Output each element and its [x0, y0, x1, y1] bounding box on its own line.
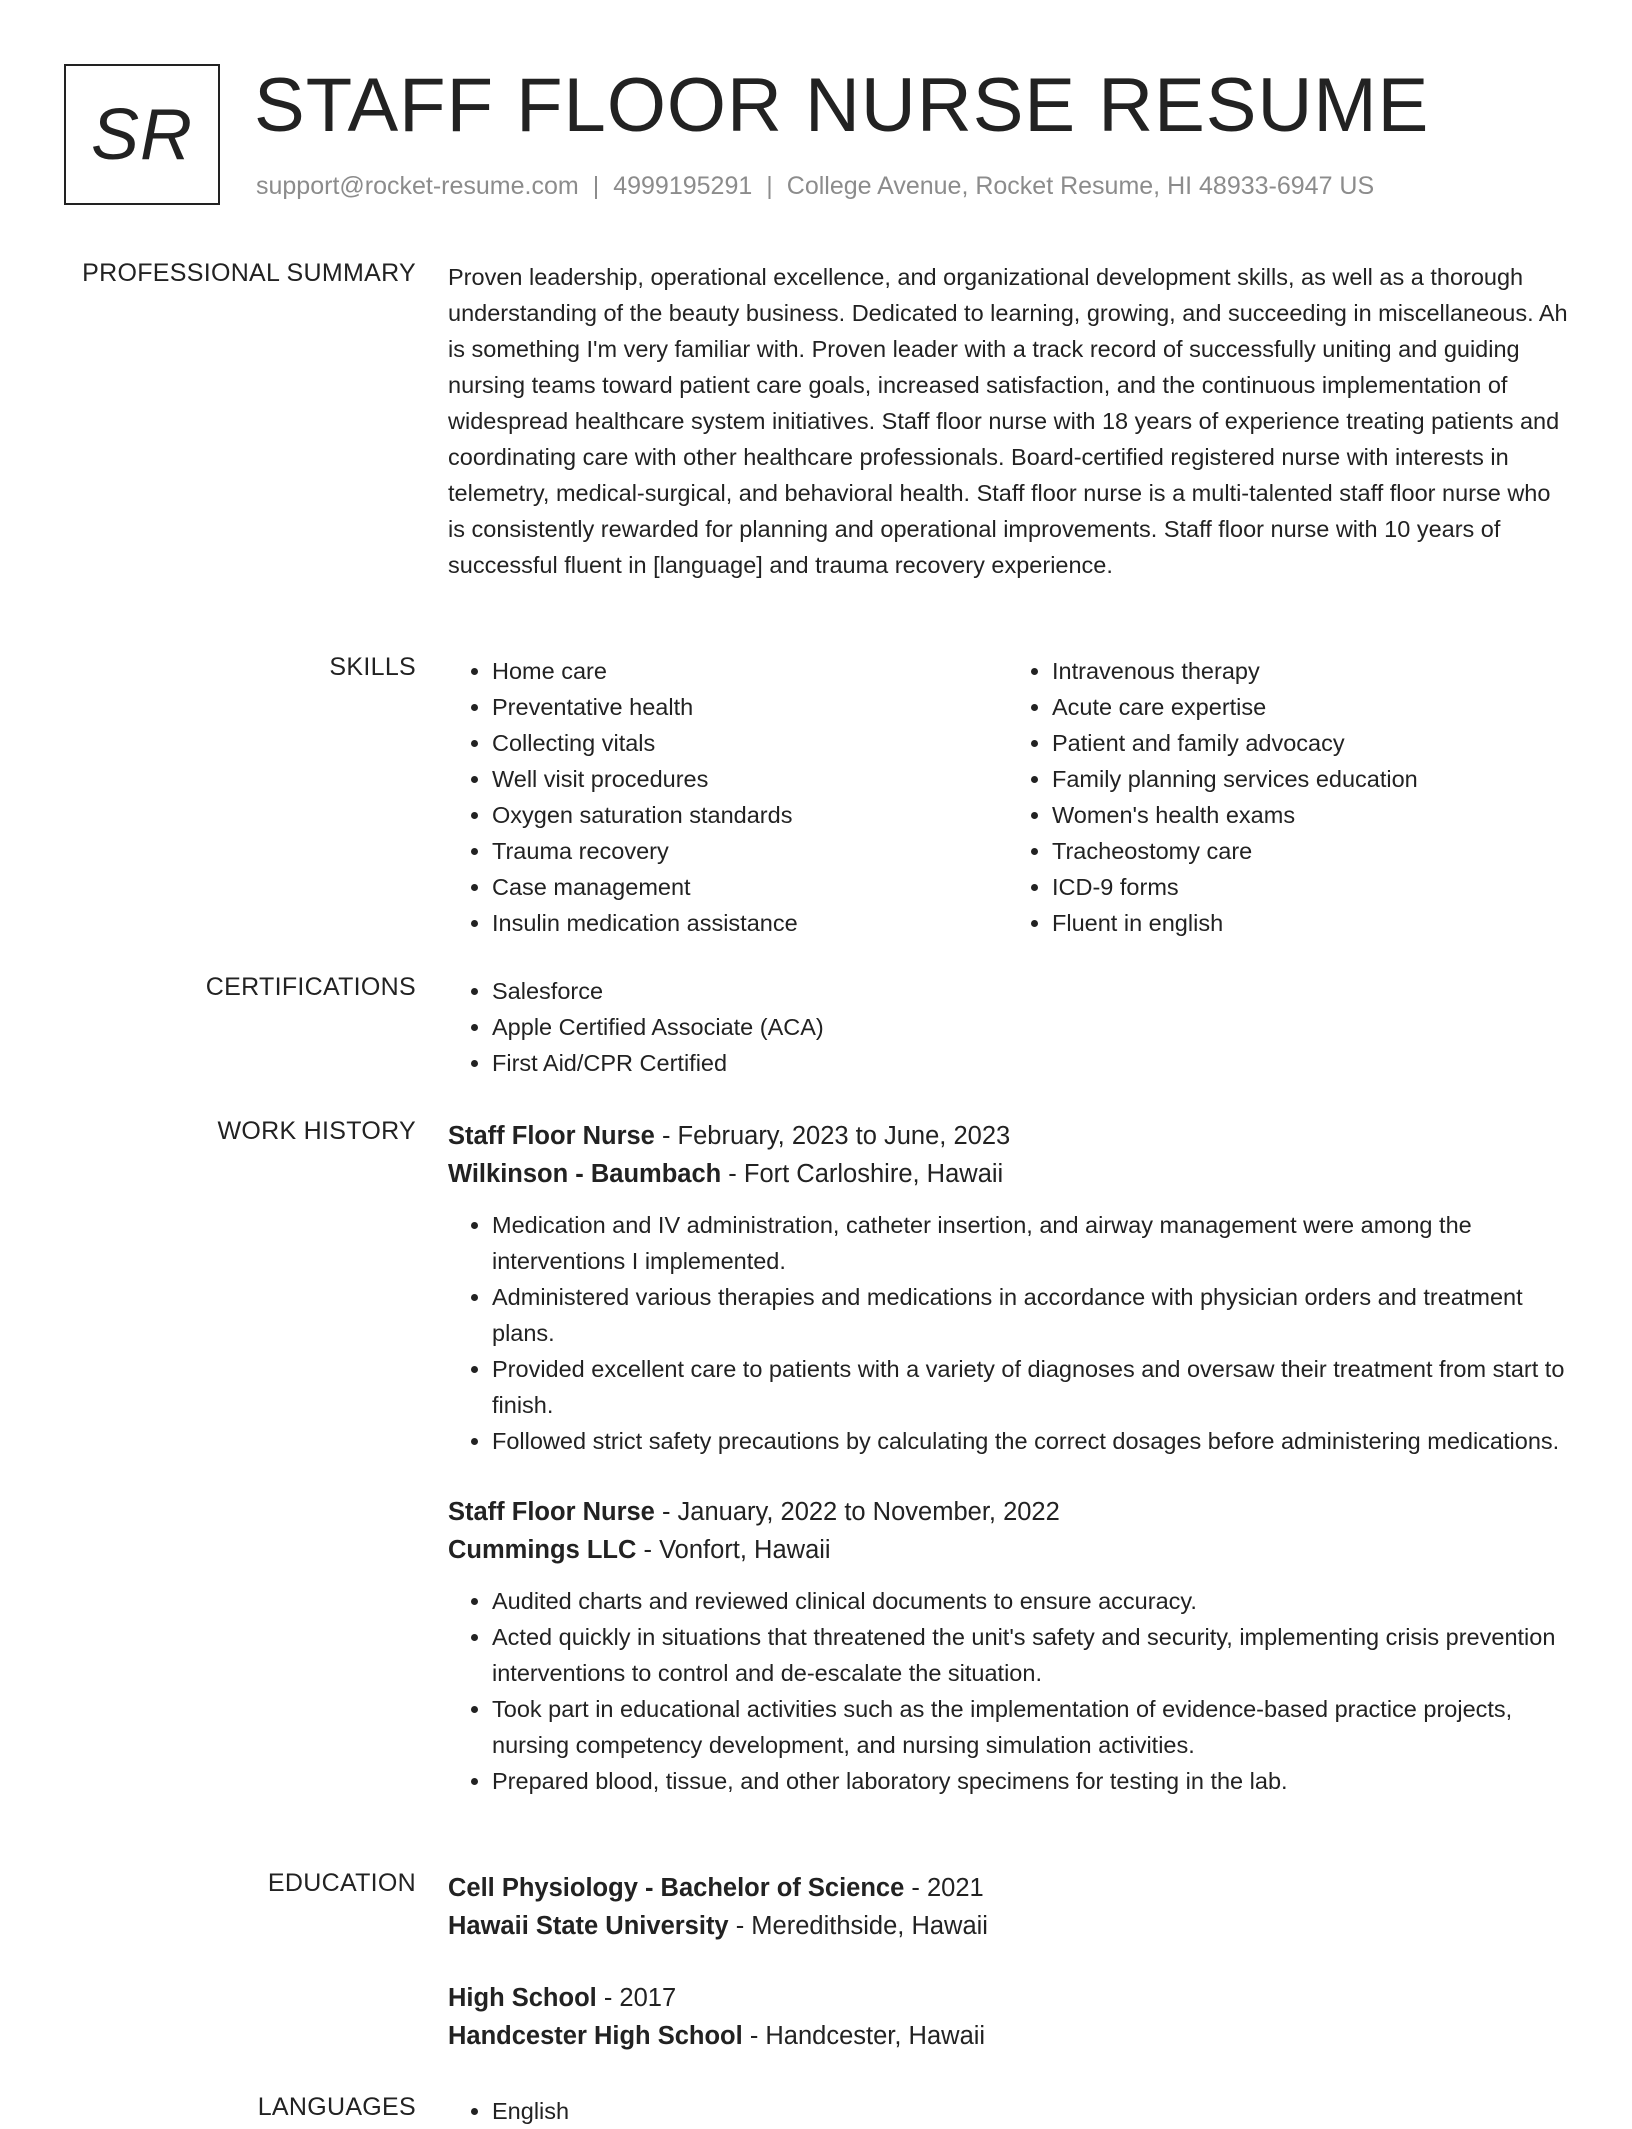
skill-item: • Trauma recovery — [492, 833, 1008, 869]
job-bullet: • Took part in educational activities such as the implementation of evidence-based practice projects, nursing competency development, and nursing simulation activities. — [492, 1691, 1568, 1763]
job-dates: - January, 2022 to November, 2022 — [654, 1498, 1060, 1526]
skill-item: • Women's health exams — [1052, 797, 1568, 833]
job-spacer — [448, 1459, 1568, 1493]
education-degree: High School — [448, 1984, 597, 2012]
job-bullet: • Audited charts and reviewed clinical documents to ensure accuracy. — [492, 1583, 1568, 1619]
job-bullets — [448, 1207, 1568, 1459]
education-location: - Meredithside, Hawaii — [728, 1912, 988, 1940]
job-location: - Vonfort, Hawaii — [636, 1536, 831, 1564]
education-year: - 2021 — [904, 1874, 984, 1902]
education-school-line — [448, 1907, 1568, 1945]
education-degree-line — [448, 1979, 1568, 2017]
language-item: • English — [492, 2093, 1568, 2129]
job-title-line — [448, 1493, 1568, 1531]
job-entry — [448, 1493, 1568, 1799]
job-bullet: • Medication and IV administration, catheter insertion, and airway management were among the interventions I implemented. — [492, 1207, 1568, 1279]
education-degree: Cell Physiology - Bachelor of Science — [448, 1874, 905, 1902]
job-bullet: • Followed strict safety precautions by calculating the correct dosages before administering medications. — [492, 1423, 1568, 1459]
section-label-education: EDUCATION — [267, 1869, 416, 1897]
certifications-content — [448, 973, 1568, 1081]
work-history-content — [448, 1117, 1568, 1799]
education-entry — [448, 1869, 1568, 1945]
skill-item: • Family planning services education — [1052, 761, 1568, 797]
contact-address: College Avenue, Rocket Resume, HI 48933-6947 US — [786, 172, 1375, 200]
education-degree-line — [448, 1869, 1568, 1907]
languages-list — [448, 2093, 1568, 2129]
job-dates: - February, 2023 to June, 2023 — [654, 1122, 1011, 1150]
education-entry — [448, 1979, 1568, 2055]
skill-item: • Home care — [492, 653, 1008, 689]
education-school: Hawaii State University — [448, 1912, 729, 1940]
job-title: Staff Floor Nurse — [448, 1122, 655, 1150]
job-entry — [448, 1117, 1568, 1459]
contact-phone[interactable]: 4999195291 — [613, 172, 753, 200]
skill-item: • Case management — [492, 869, 1008, 905]
certifications-list — [448, 973, 1568, 1081]
job-company-line — [448, 1531, 1568, 1569]
skill-item: • ICD-9 forms — [1052, 869, 1568, 905]
section-label-languages: LANGUAGES — [257, 2093, 416, 2121]
skill-item: • Well visit procedures — [492, 761, 1008, 797]
skill-item: • Intravenous therapy — [1052, 653, 1568, 689]
section-label-skills: SKILLS — [329, 653, 416, 681]
skill-item: • Tracheostomy care — [1052, 833, 1568, 869]
skill-item: • Insulin medication assistance — [492, 905, 1008, 941]
education-location: - Handcester, Hawaii — [742, 2022, 986, 2050]
job-company: Wilkinson - Baumbach — [448, 1160, 722, 1188]
contact-separator: | — [592, 172, 600, 200]
job-bullet: • Administered various therapies and medications in accordance with physician orders and treatment plans. — [492, 1279, 1568, 1351]
languages-content — [448, 2093, 1568, 2129]
job-company: Cummings LLC — [448, 1536, 637, 1564]
education-school: Handcester High School — [448, 2022, 743, 2050]
monogram-badge: SR — [64, 64, 220, 205]
job-title: Staff Floor Nurse — [448, 1498, 655, 1526]
section-label-certifications: CERTIFICATIONS — [205, 973, 416, 1001]
section-label-work-history: WORK HISTORY — [217, 1117, 416, 1145]
resume-title: STAFF FLOOR NURSE RESUME — [254, 63, 1430, 148]
certification-item: • Salesforce — [492, 973, 1568, 1009]
skill-item: • Collecting vitals — [492, 725, 1008, 761]
education-spacer — [448, 1945, 1568, 1979]
resume-header — [64, 64, 1564, 209]
contact-separator: | — [766, 172, 773, 200]
summary-text: Proven leadership, operational excellence, and organizational development skills, as well as a thorough understanding of the beauty business. Dedicated to learning, growing, and succeeding in miscellaneous. Ah is something I'm very familiar with. Proven leader with a track record of successfully uniting and guiding nursing teams toward patient care goals, increased satisfaction, and the continuous implementation of widespread healthcare system initiatives. Staff floor nurse with 18 years of experience treating patients and coordinating care with other healthcare professionals. Board-certified registered nurse with interests in telemetry, medical-surgical, and behavioral health. Staff floor nurse is a multi-talented staff floor nurse who is consistently rewarded for planning and operational improvements. Staff floor nurse with 10 years of successful fluent in [language] and trauma recovery experience. — [448, 264, 1568, 578]
skill-item: • Fluent in english — [1052, 905, 1568, 941]
job-bullet: • Provided excellent care to patients with a variety of diagnoses and oversaw their treatment from start to finish. — [492, 1351, 1568, 1423]
education-year: - 2017 — [596, 1984, 677, 2012]
job-company-line — [448, 1155, 1568, 1193]
certification-item: • Apple Certified Associate (ACA) — [492, 1009, 1568, 1045]
section-label-summary: PROFESSIONAL SUMMARY — [82, 259, 416, 287]
contact-email[interactable]: support@rocket-resume.com — [256, 172, 579, 200]
education-school-line — [448, 2017, 1568, 2055]
skills-columns — [448, 653, 1568, 941]
job-bullet: • Prepared blood, tissue, and other laboratory specimens for testing in the lab. — [492, 1763, 1568, 1799]
skills-list-left — [448, 653, 1008, 941]
job-title-line — [448, 1117, 1568, 1155]
contact-line — [256, 172, 1374, 201]
skills-list-right — [1008, 653, 1568, 941]
skill-item: • Patient and family advocacy — [1052, 725, 1568, 761]
certification-item: • First Aid/CPR Certified — [492, 1045, 1568, 1081]
education-content — [448, 1869, 1568, 2055]
job-bullet: • Acted quickly in situations that threatened the unit's safety and security, implementing crisis prevention interventions to control and de-escalate the situation. — [492, 1619, 1568, 1691]
skill-item: • Acute care expertise — [1052, 689, 1568, 725]
job-bullets — [448, 1583, 1568, 1799]
job-location: - Fort Carloshire, Hawaii — [721, 1160, 1004, 1188]
skill-item: • Preventative health — [492, 689, 1008, 725]
skill-item: • Oxygen saturation standards — [492, 797, 1008, 833]
